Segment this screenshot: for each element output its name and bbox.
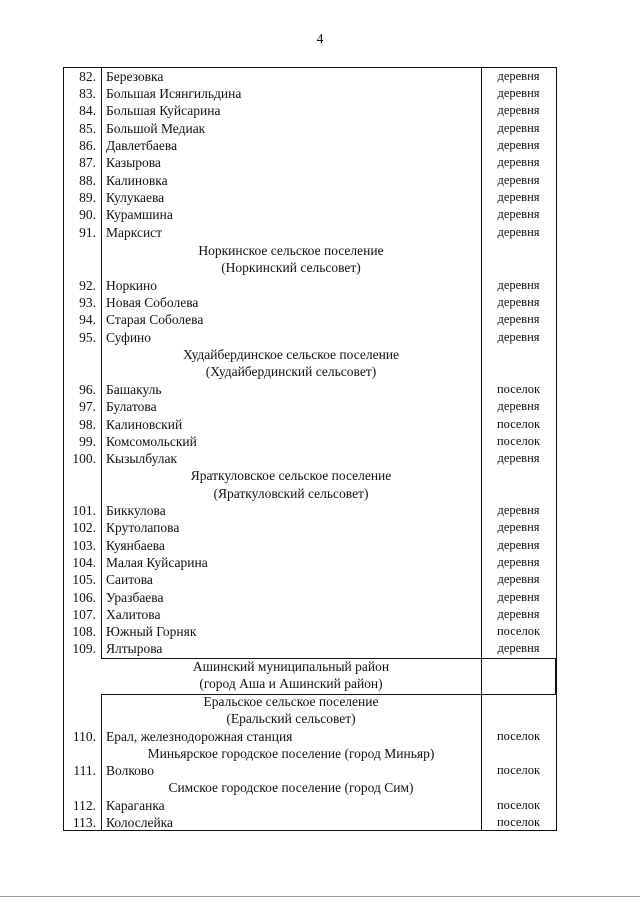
district-heading: Ашинский муниципальный район	[192, 659, 390, 674]
table-row	[63, 120, 557, 137]
settlement-type: деревня	[497, 121, 540, 135]
row-number: 109.	[72, 641, 96, 656]
row-number: 111.	[73, 763, 96, 778]
table-row	[63, 606, 557, 623]
table-row	[63, 554, 557, 571]
settlement-type: деревня	[497, 520, 540, 534]
row-number: 95.	[79, 330, 96, 345]
table-row	[63, 433, 557, 450]
row-number: 107.	[72, 607, 96, 622]
table-row	[63, 623, 557, 640]
table-row	[63, 224, 557, 241]
row-number: 106.	[72, 590, 96, 605]
settlement-type: поселок	[496, 798, 541, 812]
row-number: 93.	[79, 295, 96, 310]
settlement-type: деревня	[497, 572, 540, 586]
settlement-type: деревня	[497, 312, 540, 326]
settlement-name: Халитова	[106, 607, 161, 622]
table-row	[63, 294, 557, 311]
settlement-type: деревня	[497, 590, 540, 604]
settlement-name: Новая Соболева	[106, 295, 199, 310]
settlement-type: деревня	[497, 190, 540, 204]
settlement-type: деревня	[497, 155, 540, 169]
settlement-name: Большой Медиак	[106, 121, 206, 136]
section-heading: Худайбердинское сельское поселение	[182, 347, 400, 362]
section-subheading: (Норкинский сельсовет)	[221, 260, 361, 275]
settlement-name: Старая Соболева	[106, 312, 204, 327]
section-heading: Симское городское поселение (город Сим)	[168, 780, 414, 795]
table-row	[63, 537, 557, 554]
row-number: 103.	[72, 538, 96, 553]
settlement-name: Колослейка	[106, 815, 174, 830]
settlement-type: деревня	[497, 399, 540, 413]
row-number: 99.	[79, 434, 96, 449]
section-subheading: (Худайбердинский сельсовет)	[205, 364, 377, 379]
settlement-name: Южный Горняк	[106, 624, 197, 639]
settlement-name: Березовка	[106, 69, 164, 84]
row-number: 87.	[79, 155, 96, 170]
row-number: 97.	[79, 399, 96, 414]
section-subheading: (Яраткуловский сельсовет)	[213, 486, 369, 501]
settlement-name: Норкино	[106, 278, 158, 293]
section-subheading: (Еральский сельсовет)	[226, 711, 356, 726]
row-number: 91.	[79, 225, 96, 240]
table-row	[63, 206, 557, 223]
section-heading: Миньярское городское поселение (город Миньяр)	[147, 746, 435, 761]
table-row	[63, 189, 557, 206]
settlement-name: Калиновка	[106, 173, 168, 188]
table-row	[63, 728, 557, 745]
settlement-type: деревня	[497, 330, 540, 344]
settlement-type: деревня	[497, 225, 540, 239]
table-row	[63, 571, 557, 588]
table-row	[63, 762, 557, 779]
settlement-type: деревня	[497, 86, 540, 100]
table-row	[63, 640, 557, 657]
table-row	[63, 68, 557, 85]
page-number: 4	[316, 31, 324, 46]
settlement-name: Суфино	[106, 330, 152, 345]
settlement-type: поселок	[496, 624, 541, 638]
row-number: 89.	[79, 190, 96, 205]
settlement-type: поселок	[496, 417, 541, 431]
row-number: 86.	[79, 138, 96, 153]
row-number: 108.	[72, 624, 96, 639]
table-row	[63, 154, 557, 171]
table-row	[63, 311, 557, 328]
settlement-type: поселок	[496, 815, 541, 829]
district-subheading: (город Аша и Ашинский район)	[199, 676, 383, 691]
settlement-name: Большая Исянгильдина	[106, 86, 242, 101]
table-row	[63, 102, 557, 119]
row-number: 105.	[72, 572, 96, 587]
table-row	[63, 416, 557, 433]
table-row	[63, 172, 557, 189]
settlement-name: Большая Куйсарина	[106, 103, 221, 118]
settlement-name: Булатова	[106, 399, 157, 414]
row-number: 98.	[79, 417, 96, 432]
settlement-type: деревня	[497, 607, 540, 621]
settlement-type: поселок	[496, 382, 541, 396]
section-heading: Яраткуловское сельское поселение	[190, 468, 392, 483]
row-number: 102.	[72, 520, 96, 535]
settlement-name: Ерал, железнодорожная станция	[106, 729, 293, 744]
row-number: 96.	[79, 382, 96, 397]
settlement-name: Башакуль	[106, 382, 162, 397]
table-row	[63, 589, 557, 606]
section-heading: Еральское сельское поселение	[203, 694, 379, 709]
settlement-name: Марксист	[106, 225, 163, 240]
settlement-type: деревня	[497, 538, 540, 552]
row-number: 112.	[72, 798, 96, 813]
table-row	[63, 329, 557, 346]
settlement-type: поселок	[496, 763, 541, 777]
settlement-name: Ялтырова	[106, 641, 163, 656]
table-row	[63, 450, 557, 467]
table-row	[63, 519, 557, 536]
settlement-type: деревня	[497, 69, 540, 83]
settlement-name: Саитова	[106, 572, 153, 587]
settlement-type: деревня	[497, 138, 540, 152]
settlement-name: Крутолапова	[106, 520, 180, 535]
settlement-name: Биккулова	[106, 503, 166, 518]
settlement-name: Казырова	[106, 155, 161, 170]
settlement-type: поселок	[496, 434, 541, 448]
district-header-divider	[481, 659, 482, 694]
row-number: 94.	[79, 312, 96, 327]
settlement-type: деревня	[497, 555, 540, 569]
settlement-name: Караганка	[106, 798, 165, 813]
table-row	[63, 814, 557, 831]
row-number: 92.	[79, 278, 96, 293]
row-number: 85.	[79, 121, 96, 136]
table-row	[63, 502, 557, 519]
table-row	[63, 797, 557, 814]
table-row	[63, 277, 557, 294]
settlement-type: поселок	[496, 729, 541, 743]
settlement-name: Малая Куйсарина	[106, 555, 208, 570]
settlement-type: деревня	[497, 207, 540, 221]
settlement-name: Кулукаева	[106, 190, 165, 205]
settlement-type: деревня	[497, 278, 540, 292]
settlement-name: Давлетбаева	[106, 138, 178, 153]
settlement-name: Кызылбулак	[106, 451, 178, 466]
table-row	[63, 381, 557, 398]
row-number: 110.	[72, 729, 96, 744]
settlement-type: деревня	[497, 641, 540, 655]
settlement-name: Калиновский	[106, 417, 183, 432]
row-number: 83.	[79, 86, 96, 101]
settlement-type: деревня	[497, 295, 540, 309]
settlement-name: Волково	[106, 763, 154, 778]
settlement-name: Уразбаева	[106, 590, 164, 605]
page-bottom-rule	[0, 896, 640, 897]
row-number: 101.	[72, 503, 96, 518]
row-number: 90.	[79, 207, 96, 222]
row-number: 104.	[72, 555, 96, 570]
settlement-type: деревня	[497, 173, 540, 187]
table-row	[63, 398, 557, 415]
row-number: 82.	[79, 69, 96, 84]
table-row	[63, 137, 557, 154]
settlement-name: Куянбаева	[106, 538, 165, 553]
table-row	[63, 85, 557, 102]
settlement-name: Курамшина	[106, 207, 173, 222]
section-heading: Норкинское сельское поселение	[198, 243, 384, 258]
row-number: 84.	[79, 103, 96, 118]
row-number: 113.	[72, 815, 96, 830]
row-number: 100.	[72, 451, 96, 466]
settlement-type: деревня	[497, 103, 540, 117]
settlement-type: деревня	[497, 503, 540, 517]
settlement-type: деревня	[497, 451, 540, 465]
settlement-name: Комсомольский	[106, 434, 197, 449]
row-number: 88.	[79, 173, 96, 188]
